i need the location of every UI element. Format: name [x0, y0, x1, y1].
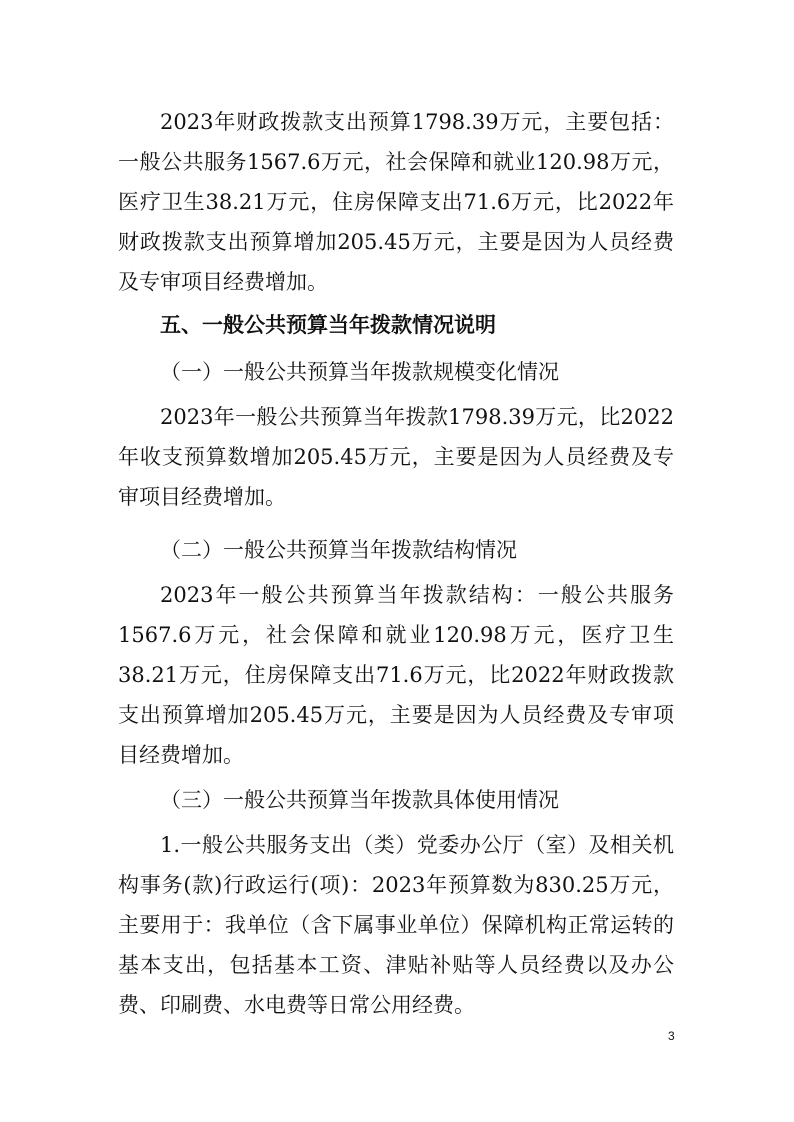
paragraph-structure: 2023年一般公共预算当年拨款结构：一般公共服务1567.6万元，社会保障和就业120.98万元，医疗卫生38.21万元，住房保障支出71.6万元，比2022年财政拨款支出预算增加205.45万元，主要是因为人员经费及专审项目经费增加。 — [118, 583, 674, 767]
paragraph-usage: 1.一般公共服务支出（类）党委办公厅（室）及相关机构事务(款)行政运行(项)：2023年预算数为830.25万元，主要用于：我单位（含下属事业单位）保障机构正常运转的基本支出，包括基本工资、津贴补贴等人员经费以及办公费、印刷费、水电费等日常公用经费。 — [118, 833, 674, 1017]
subheading-scale-change: （一）一般公共预算当年拨款规模变化情况 — [160, 360, 559, 384]
subheading-usage: （三）一般公共预算当年拨款具体使用情况 — [160, 788, 559, 812]
paragraph-scale-change: 2023年一般公共预算当年拨款1798.39万元，比2022年收支预算数增加205.45万元，主要是因为人员经费及专审项目经费增加。 — [118, 405, 674, 509]
page-number: 3 — [668, 1029, 675, 1043]
subheading-structure: （二）一般公共预算当年拨款结构情况 — [160, 538, 517, 562]
paragraph-fiscal-budget: 2023年财政拨款支出预算1798.39万元，主要包括：一般公共服务1567.6万元，社会保障和就业120.98万元，医疗卫生38.21万元，住房保障支出71.6万元，比2022年财政拨款支出预算增加205.45万元，主要是因为人员经费及专审项目经费增加。 — [118, 110, 674, 294]
section-heading-5: 五、一般公共预算当年拨款情况说明 — [160, 313, 496, 337]
